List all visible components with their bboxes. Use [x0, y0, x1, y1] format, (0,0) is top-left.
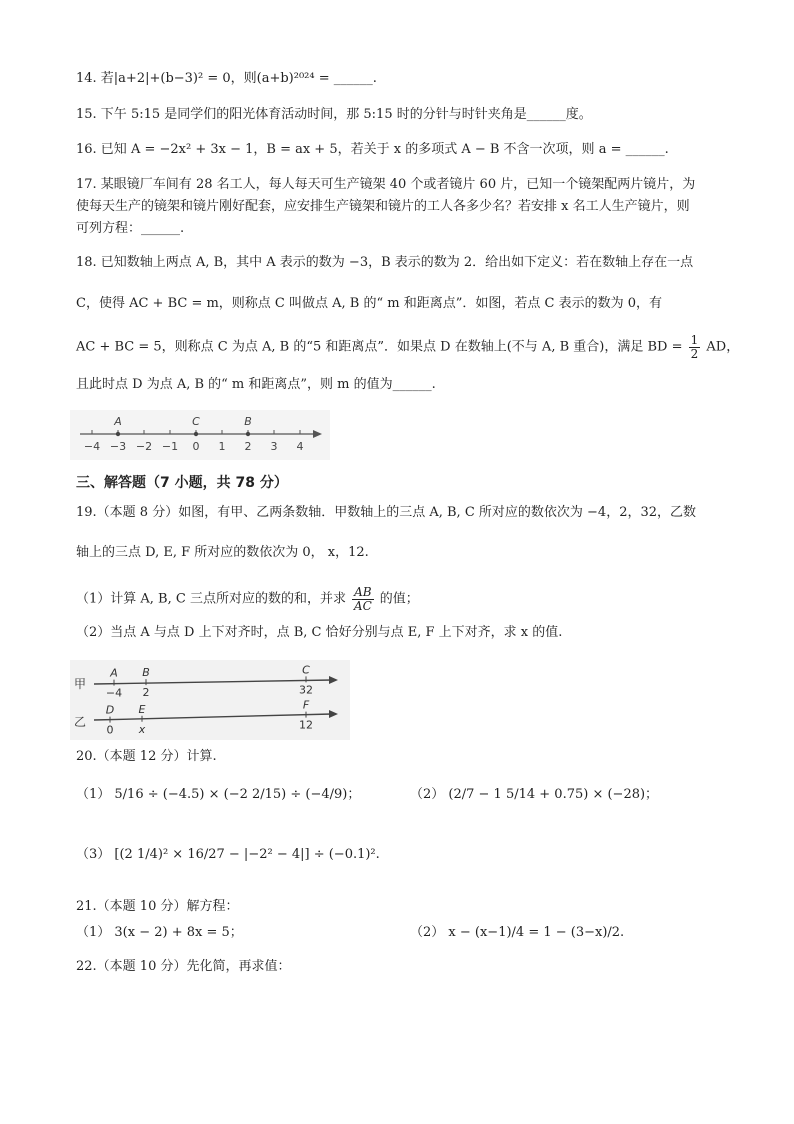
label-yi: 乙: [74, 715, 87, 729]
fraction-numerator: 1: [690, 333, 699, 347]
tick-label: −1: [161, 440, 179, 453]
tick-label: 3: [270, 440, 278, 453]
point-label: A: [110, 666, 118, 680]
point-label: B: [244, 415, 252, 428]
fraction-denominator: AC: [353, 598, 372, 613]
point-label: A: [114, 415, 122, 428]
question-21-title: 21.（本题 10 分）解方程：: [76, 899, 239, 914]
question-21-expr-2: （2） x − (x−1)/4 = 1 − (3−x)/2.: [410, 925, 625, 940]
fraction-ab-ac: [352, 586, 373, 612]
q19-part1-b: 的值；: [379, 591, 419, 607]
section-title: 三、解答题（7 小题，共 78 分）: [76, 475, 288, 491]
tick-label: 0: [192, 440, 200, 453]
question-18-line-4: 且此时点 D 为点 A, B 的“ m 和距离点”，则 m 的值为______.: [76, 377, 436, 392]
question-17-line-1: 17. 某眼镜厂车间有 28 名工人，每人每天可生产镜架 40 个或者镜片 60 片，已知一个镜架配两片镜片，为: [76, 177, 696, 192]
question-17-line-2: 使每天生产的镜架和镜片刚好配套，应安排生产镜架和镜片的工人各多少名？若安排 x 名工人生产镜片，则: [76, 199, 690, 214]
question-22-title: 22.（本题 10 分）先化简，再求值：: [76, 959, 291, 974]
tick-label: −3: [109, 440, 127, 453]
point-label: C: [302, 663, 310, 677]
number-line-figure-2: [70, 660, 350, 740]
question-14: 14. 若|a+2|+(b−3)² = 0，则(a+b)²⁰²⁴ = ______.: [76, 71, 377, 86]
question-19-line-2: 轴上的三点 D, E, F 所对应的数依次为 0， x，12.: [76, 545, 369, 560]
fraction-half: [689, 334, 701, 360]
question-18-line-3a: AC + BC = 5，则称点 C 为点 A, B 的“5 和距离点”．如果点 D 在数轴上(不与 A, B 重合)，满足 BD =: [76, 339, 683, 355]
point-label: B: [142, 666, 150, 680]
point-marker: [194, 432, 198, 436]
q19-part1-a: （1）计算 A, B, C 三点所对应的数的和，并求: [76, 591, 346, 607]
tick-label: −4: [83, 440, 101, 453]
question-15: 15. 下午 5:15 是同学们的阳光体育活动时间，那 5:15 时的分针与时针夹角是______度。: [76, 107, 592, 122]
question-20-expr-3: （3） [(2 1/4)² × 16/27 − |−2² − 4|] ÷ (−0.1)².: [76, 847, 380, 862]
question-19-part-2: （2）当点 A 与点 D 上下对齐时，点 B, C 恰好分别与点 E, F 上下对齐，求 x 的值.: [76, 625, 563, 640]
question-18-line-3: [76, 334, 739, 360]
point-value: 32: [299, 683, 313, 697]
point-value: 12: [299, 718, 313, 732]
question-18-line-3b: AD，: [706, 339, 740, 355]
fraction-denominator: 2: [690, 346, 699, 361]
fraction-numerator: AB: [354, 585, 372, 599]
point-value: −4: [105, 686, 123, 700]
point-marker: [246, 432, 250, 436]
point-label: E: [138, 702, 146, 716]
question-20-title: 20.（本题 12 分）计算.: [76, 749, 217, 764]
tick-label: 1: [218, 440, 226, 453]
question-19-part-1: [76, 586, 419, 612]
number-line-figure-1: [70, 410, 330, 460]
point-value: 2: [142, 686, 150, 700]
question-18-line-1: 18. 已知数轴上两点 A, B，其中 A 表示的数为 −3，B 表示的数为 2．给出如下定义：若在数轴上存在一点: [76, 255, 694, 270]
question-19-line-1: 19.（本题 8 分）如图，有甲、乙两条数轴．甲数轴上的三点 A, B, C 所对应的数依次为 −4，2，32，乙数: [76, 505, 697, 520]
question-20-expr-1: （1） 5/16 ÷ (−4.5) × (−2 2/15) ÷ (−4/9)；: [76, 787, 361, 802]
question-21-expr-1: （1） 3(x − 2) + 8x = 5；: [76, 925, 243, 940]
point-value: 0: [106, 723, 114, 737]
question-18-line-2: C，使得 AC + BC = m，则称点 C 叫做点 A, B 的“ m 和距离点”．如图，若点 C 表示的数为 0，有: [76, 296, 662, 311]
tick-label: 4: [296, 440, 304, 453]
tick-label: −2: [135, 440, 153, 453]
question-16: 16. 已知 A = −2x² + 3x − 1，B = ax + 5，若关于 x 的多项式 A − B 不含一次项，则 a = ______.: [76, 142, 669, 157]
point-label: F: [302, 698, 310, 712]
question-17-line-3: 可列方程：______.: [76, 221, 185, 236]
question-20-expr-2: （2） (2/7 − 1 5/14 + 0.75) × (−28)；: [410, 787, 659, 802]
label-jia: 甲: [74, 677, 87, 691]
tick-label: 2: [244, 440, 252, 453]
point-marker: [116, 432, 120, 436]
point-label: C: [192, 415, 200, 428]
point-label: D: [105, 703, 115, 717]
point-value: x: [138, 722, 146, 736]
